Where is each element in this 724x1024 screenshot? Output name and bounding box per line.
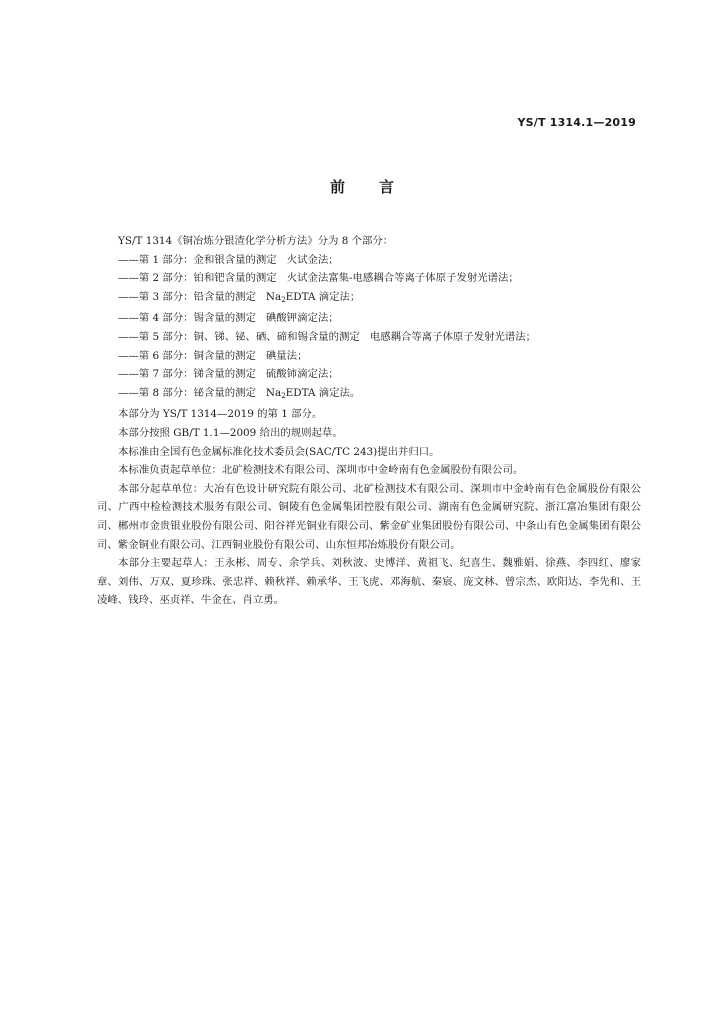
part-2-name: ——第 2 部分：铂和钯含量的测定 [118, 272, 277, 285]
part-3-method-element: Na [265, 290, 282, 303]
drafting-units-paragraph: 本部分起草单位：大冶有色设计研究院有限公司、北矿检测技术有限公司、深圳市中金岭南有色金属股份有限公司、广西中检检测技术服务有限公司、铜陵有色金属集团控股有限公司、湖南有色金属研究院、浙江富冶集团有限公司、郴州市金贵银业股份有限公司、阳谷祥光铜业有限公司、紫金矿业集团股份有限公司、中条山有色金属集团有限公司、紫金铜业有限公司、江西铜业股份有限公司、山东恒邦冶炼股份有限公司。 [97, 482, 641, 551]
part-4-name: ——第 4 部分：锡含量的测定 [118, 312, 256, 325]
part-1-name: ——第 1 部分：金和银含量的测定 [118, 253, 277, 266]
part-7-name: ——第 7 部分：锑含量的测定 [118, 368, 256, 381]
part-3-method-rest: EDTA 滴定法； [285, 290, 361, 303]
part-8-method-subscript: 2 [281, 391, 286, 400]
proposed-by-statement: 本标准由全国有色金属标准化技术委员会(SAC/TC 243)提出并归口。 [118, 445, 440, 458]
preface-intro: YS/T 1314《铜冶炼分银渣化学分析方法》分为 8 个部分： [118, 235, 394, 247]
part-3-method [266, 291, 360, 303]
part-6-name: ——第 6 部分：铜含量的测定 [118, 349, 256, 362]
part-5-name: ——第 5 部分：铜、锑、铋、硒、碲和锡含量的测定 [118, 330, 360, 343]
part-8-method [266, 387, 360, 399]
part-5-line [97, 328, 641, 347]
drafting-rules-statement: 本部分按照 GB/T 1.1—2009 给出的规则起草。 [118, 426, 343, 439]
part-6-line [97, 347, 641, 366]
part-3-method-subscript: 2 [281, 295, 286, 304]
document-code: YS/T 1314.1—2019 [517, 116, 636, 129]
responsible-unit-statement: 本标准负责起草单位：北矿检测技术有限公司、深圳市中金岭南有色金属股份有限公司。 [118, 464, 524, 477]
part-8-method-rest: EDTA 滴定法。 [285, 386, 361, 399]
drafters-paragraph: 本部分主要起草人：王永彬、周专、余学兵、刘秋波、史博洋、黄祖飞、纪喜生、魏雅娟、徐燕、李四红、廖家章、刘伟、万双、夏珍珠、张忠祥、赖秋祥、赖承华、王飞虎、邓海航、秦宸、庞文林、曾宗杰、欧阳达、李先和、王凌峰、钱玲、巫贞祥、牛金在、肖立勇。 [97, 557, 641, 607]
part-7-method: 硫酸铈滴定法； [265, 368, 339, 381]
this-part-statement: 本部分为 YS/T 1314—2019 的第 1 部分。 [118, 408, 323, 421]
preface-body [97, 232, 641, 610]
part-3-line [97, 288, 641, 310]
part-1-line [97, 251, 641, 270]
part-8-method-element: Na [265, 386, 282, 399]
page-title: 前言 [329, 178, 428, 196]
part-4-method: 碘酸钾滴定法； [265, 312, 339, 325]
part-8-line [97, 384, 641, 406]
part-4-line [97, 309, 641, 328]
part-7-line [97, 365, 641, 384]
part-2-line [97, 269, 641, 288]
part-3-name: ——第 3 部分：铅含量的测定 [118, 290, 256, 303]
part-5-method: 电感耦合等离子体原子发射光谱法； [369, 330, 537, 343]
part-8-name: ——第 8 部分：铋含量的测定 [118, 386, 256, 399]
part-6-method: 碘量法； [265, 349, 308, 362]
part-1-method: 火试金法； [286, 253, 339, 266]
part-2-method: 火试金法富集-电感耦合等离子体原子发射光谱法； [286, 272, 519, 285]
